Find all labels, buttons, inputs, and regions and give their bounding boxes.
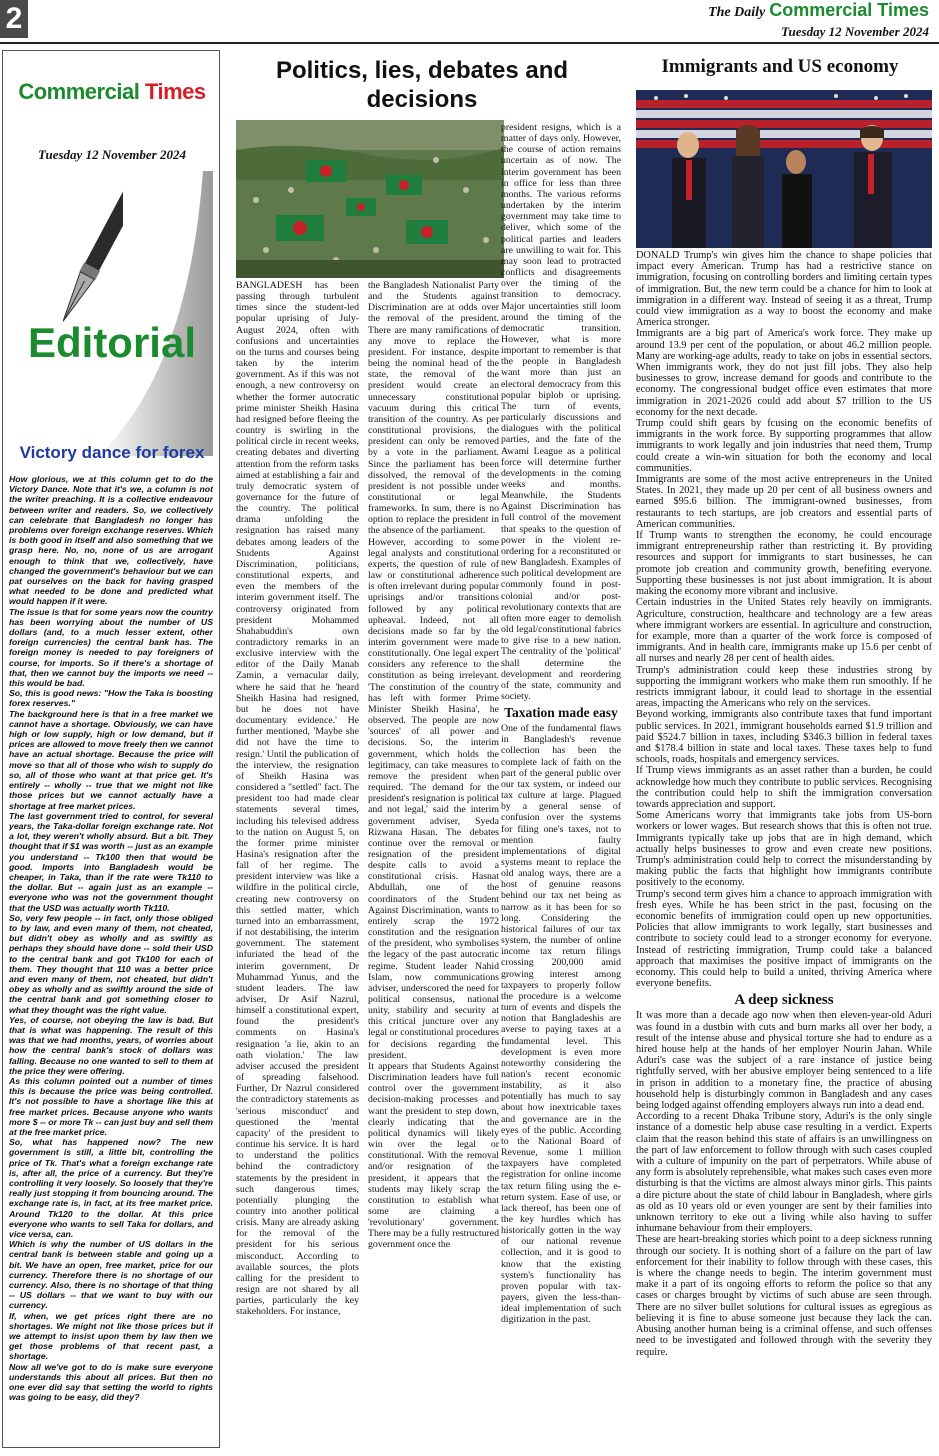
paragraph: Trump's administration could keep these industries strong by supporting the immigrant workers who make them run smoothly. If he restricts immigrant labour, it could lead to shortage in the essential areas, impacting the Americans who rely on the services. bbox=[636, 664, 932, 710]
masthead-daily: The Daily bbox=[708, 5, 766, 20]
paragraph: According to a recent Dhaka Tribune story, Aduri's is the only single instance of a domestic help abuse case resulting in a verdict. Experts claim that the reason behind this state of affairs is an unwillingness on the part of law enforcement to follow through with such cases coupled with a culture of impunity on the part of perpetrators. While abuse of any form is absolutely reprehensible, what makes such cases even more disturbing is that the victims are almost always minor girls. This paints a dire picture about the state of child labour in Bangladesh, where girls as old as 10 years old or even younger are sent by their families into unknown territory to eke out a living while also having to suffer inhumane behaviour from their employers. bbox=[636, 1111, 932, 1235]
paragraph: the Bangladesh Nationalist Party and the Students against Discrimination are at odds over the removal of the president. There are many ramifications of any move to replace the president. For instance, despite being the nominal head of the state, the removal of the president would create an unnecessary constitutional vacuum during this critical transition of the country. As per constitutional provisions, the president can only be removed by a vote in the parliament. Since the parliament has been dissolved, the removal of the president is not possible under constitutional or legal frameworks. In sum, there is no option to replace the president in the absence of the parliament. bbox=[368, 280, 499, 537]
politics-column-2 bbox=[368, 280, 499, 1446]
paragraph: If Trump views immigrants as an asset rather than a burden, he could acknowledge how much they contribute to public services. Recognising the contribution could help to shift the immigration conversation towards appreciation and support. bbox=[636, 765, 932, 810]
paragraph: Immigrants are some of the most active entrepreneurs in the United States. In 2021, they made up 20 per cent of all business owners and earned $95.6 billion. The immigrant-owned businesses, from restaurants to tech startups, are job creators and essential parts of American communities. bbox=[636, 474, 932, 530]
lead-paragraph: DONALD Trump's win gives him the chance to shape policies that impact every American. Trump has had a restrictive stance on immigration, focusing on controlling borders and limiting certain types of immigration. But, the new term could be a chance for him to look at immigration in a different way. Instead of seeing it as a threat, Trump could view immigration as a way to boost the economy and make America stronger. bbox=[636, 250, 932, 329]
taxation-headline: Taxation made easy bbox=[504, 705, 618, 721]
paragraph: How glorious, we at this column get to do the Victory Dance. Note that it's we, a column is not the writer preaching. It is a collective endeavour between writer and readers. So, we collectively can celebrate that Bangladesh no longer has problems over foreign exchange reserves. Which is both good in itself and also something that we grasp here. No, no, none of us are arrogant enough to think that we, collectively, have changed the government's behaviour but we can pat ourselves on the back for having grasped what needed to be done and predicted what would happen if it were. bbox=[9, 474, 213, 607]
immigrants-body bbox=[636, 74, 932, 1446]
paragraph: So, this is good news: "How the Taka is boosting forex reserves." bbox=[9, 688, 213, 709]
paragraph: Which is why the number of US dollars in the central bank is between stable and going up a bit. We have an open, free market, price for our currency. Therefore there is no shortage of our currency. Also, there is no shortage of that thing -- US dollars -- that we want to buy with our currency. bbox=[9, 1239, 213, 1311]
paragraph: Certain industries in the United States rely heavily on immigrants. Agriculture, construction, healthcare and technology are a few areas where immigrant workers are essential. In agriculture and construction, for example, more than a quarter of the work force is composed of immigrants. And in health care, immigrants make up 15.6 per cenbt of all nurses and nearly 28 per cent of health aides. bbox=[636, 597, 932, 665]
masthead-rule bbox=[0, 42, 939, 44]
editorial-body bbox=[9, 474, 213, 1440]
paragraph: However, according to some legal analysts and constitutional experts, the question of rule of law or constitutional adherence is often irrelevant during popular uprisings and/or transitions followed by any political upheaval. Indeed, not all decisions made so far by the interim government were made constitutionally. One legal expert considers any reference to the constitution as being irrelevant. 'The constitution of the country has left with former Prime Minister Sheikh Hasina', he observed. The people are now 'sources' of all power and decisions. So, the interim government, which holds the legitimacy, can take measures to remove the president when required. 'The demand for the president's resignation is political and not legal,' said the interim government adviser, Syeda Rizwana Hasan. The debates continue over the removal or resignation of the president despite calls to avoid a constitutional crisis. Hasnat Abdullah, one of the coordinators of the Student Against Discrimination, wants to entirely scrap the 1972 constitution and the resignation of the president, who symbolises the legacy of the past autocratic regime. Student leader Nahid Islam, now communications adviser, underscored the need for political consensus, national unity, stability and security at this critical juncture over any legal or constitutional procedures for decisions regarding the president. bbox=[368, 536, 499, 1061]
paragraph: Now all we've got to do is make sure everyone understands this about all prices. But then no one ever did say that setting the world to rights was going to be easy, did they? bbox=[9, 1361, 213, 1403]
paragraph: So, very few people -- in fact, only those obliged to by law, and even many of them, not cheated, but didn't obey as wholly and as swiftly as perhaps they should have done -- sold their USD to the central bank and got Tk100 for each of them. They thought that 110 was a better price and even many of them, not cheated, but didn't obey as wholly and as swiftly around the side of the central bank and got something closer to what they thought was the right value. bbox=[9, 912, 213, 1015]
paragraph: It appears that Students Against Discrimination leaders have full control over the government decision-making processes and want the president to step down, clearly indicating that the political dynamics will likely win over the legal or constitutional. With the removal and/or resignation of the president, it appears that the students may likely scrap the constitution to establish what some are claiming a 'revolutionary' government. There may be a fully restructured government once the bbox=[368, 1060, 499, 1251]
paragraph: BANGLADESH has been passing through turbulent times since the student-led popular uprising of July-August 2024, often with confusions and uncertainties on the turns and courses being taken by the interim government. As if this was not enough, a new controversy on whether the former autocratic prime minister Sheikh Hasina had resigned before fleeing the country is swirling in the political circle in recent weeks, creating debates and diverting attention from the reform tasks aimed at establishing a fair and truly democratic system of governance for the future of the country. The political drama unfolding the resignation has raised many debates among leaders of the Students Against Discrimination, politicians, constitutional experts, and even the members of the interim government itself. The controversy originated from president Mohammed Shahabuddin's own contradictory remarks in an exclusive interview with the editor of the Daily Manab Zamin, a vernacular daily, where he said that he 'heard Sheikh Hasina had resigned, but he does not have documentary evidence.' He further mentioned, 'Maybe she did not have the time to resign.' Until the publication of the interview, the resignation of Sheikh Hasina was considered a "settled" fact. The president too had made clear statements several times, including his televised address to the nation on August 5, on the former prime minister Hasina's resignation after the fall of her regime. The president interview was like a wildfire in the political circle, creating new controversy on this settled matter, which turned into an embarrassment, if not destabilising, the interim government. The statement infuriated the head of the interim government, Dr Muhammad Yunus, and the student leaders. The law adviser, Dr Asif Nazrul, himself a constitutional expert, found the president's comments on Hasina's resignation 'a lie, akin to an oath violation.' The law adviser accused the president of spreading falsehood. Further, Dr Nazrul considered the contradictory statements as 'serious misconduct' and questioned the 'mental capacity' of the president to continue his service. It is hard to understand the politics behind the contradictory statements by the president in such dangerous times, potentially plunging the country into another political crisis. Many are already asking for the removal of the president for his serious misconduct. According to available sources, the plots calling for the president to resign are not shared by all parties, particularly the key stakeholders. For instance, bbox=[236, 280, 359, 1318]
politics-column-1 bbox=[236, 280, 359, 1446]
paragraph: If Trump wants to strengthen the economy, he could encourage immigrant entrepreneurship rather than restricting it. By providing resources and support for immigrants to start businesses, he can promote job creation and community growth, benefiting everyone. Supporting these businesses is not just about immigration. It is about making the economy more vibrant and inclusive. bbox=[636, 530, 932, 598]
rally-crowd-photo bbox=[236, 120, 504, 278]
editorial-section-word: Editorial bbox=[27, 319, 197, 366]
masthead-name: Commercial Times bbox=[769, 0, 929, 20]
paragraph: Some Americans worry that immigrants take jobs from US-born workers or lower wages. But research shows that this is often not true. Immigrants typically take up jobs that are in high demand, which actually helps businesses to grow and even create new positions. Trump's administration could help to correct the misunderstanding by making public the facts that highlight how immigrants contribute positively to the economy. bbox=[636, 810, 932, 889]
paragraph: The background here is that in a free market we cannot have a shortage. Obviously, we can have high or low supply, high or low demand, but if prices are allowed to move freely then we cannot have an actual shortage. Because the price will move so that all of those who wish to supply do so, all of those who want at that price get. It's entirely -- wholly -- true that we might not like those prices but we cannot actually have a shortage at free market prices. bbox=[9, 708, 213, 811]
paragraph: The issue is that for some years now the country has been worrying about the number of US dollars (and, to a much lesser extent, other foreign currencies) the central bank has. The foreign money is needed to pay foreigners of course, for imports. So if there's a shortage of that, then we cannot buy the imports we need -- this would be bad. bbox=[9, 606, 213, 689]
paragraph: So, what has happened now? The new government is still, a little bit, controlling the price of Tk. That's what a foreign exchange rate is, after all, the price of a currency. But they're controlling it very loosely. So loosely that they're really just stopping it from bouncing around. The exchange rate is, in fact, at its free market price. Around Tk120 to the dollar. At this price everyone who wants to sell Taka for dollars, and vice versa, can. bbox=[9, 1137, 213, 1240]
logo-commercial: Commercial bbox=[18, 79, 140, 104]
paragraph: It was more than a decade ago now when then eleven-year-old Aduri was found in a dustbin with cuts and burn marks all over her body, a result of the intense abuse and physical torture she had to endure as a hired house help at the hands of her employer Nourin Jahan. While Aduri's case was the subject of a rare instance of justice being rightfully served, with her abusive employer being sentenced to a life in prison in addition to a monetary fine, the practice of abusing household help is disturbingly common in Bangladesh and any cases being lodged against offending employers always run into a dead end. bbox=[636, 1010, 932, 1112]
paragraph: Beyond working, immigrants also contribute taxes that fund important public services. In 2021, immigrant households earned $1.9 trillion and paid $524.7 billion in taxes, including $346.3 billion in federal taxes and $178.4 billion in state and local taxes. These taxes help to fund schools, roads, hospitals and emergency services. bbox=[636, 709, 932, 766]
masthead-date: Tuesday 12 November 2024 bbox=[781, 24, 929, 39]
sickness-headline: A deep sickness bbox=[734, 992, 834, 1009]
editorial-column bbox=[2, 50, 220, 1448]
editorial-logo bbox=[3, 79, 221, 105]
paragraph: Trump's second term gives him a chance to approach immigration with fresh eyes. While he has been strict in the past, focusing on the economic benefits of immigration could open up new opportunities. Policies that allow immigrants to work legally, start businesses and contribute to society could lead to a stronger economy for everyone. Instead of restricting immigration, Trump could take a balanced approach that maximises the positive impact of immigrants on the economy. This could help to build a united, thriving America where everyone benefits. bbox=[636, 888, 932, 990]
masthead-title bbox=[708, 0, 929, 21]
paragraph: Immigrants are a big part of America's work force. They make up around 13.9 per cent of the population, or about 46.2 million people. Many are working-age adults, ready to take on jobs in essential sectors. When immigrants work, they do not just fill jobs. They also help businesses to grow, increase demand for goods and contribute to the economy. The congressional budget office even estimates that more immigration in 2021-2026 could add about $7 trillion to the US economy for the next decade. bbox=[636, 328, 932, 418]
editorial-headline: Victory dance for forex bbox=[19, 443, 205, 462]
paragraph: One of the fundamental flaws in Bangladesh's revenue collection has been the complete lack of faith on the part of the general public over our tax system, or indeed our tax culture at large. Plagued by a general sense of confusion over the systems for filing one's taxes, not to mention faulty implementations of digital systems meant to replace the old analog ways, there are a host of genuine reasons behind our tax net being as narrow as it has been for so long. Considering the historical failures of our tax system, the number of online income tax return filings crossing 200,000 amid growing interest among taxpayers to properly follow the procedure is a welcome turn of events and dispels the notion that Bangladeshis are averse to paying taxes at a fundamental level. This development is even more noteworthy considering the nation's recent economic instability, as it also potentially has much to say about how inextricable taxes and governance are in the eyes of the public. According to the National Board of Revenue, some 1 million taxpayers have completed registration for online income tax return filing using the e-return system. Ease of use, or lack thereof, has been one of the key hurdles which has historically gotten in the way of our national revenue collection, and it is good to know that the existing system's functionality has proven popular with tax-payers, given the less-than-ideal implementation of such digitization in the past. bbox=[501, 723, 621, 1326]
paragraph: Yes, of course, not obeying the law is bad. But that is what was happening. The result of this was that we had months, years, of worries about how the central bank's stock of dollars was falling. Because no one wanted to sell to them at the price they were offering. bbox=[9, 1014, 213, 1076]
logo-times: Times bbox=[144, 79, 206, 104]
paragraph: The last government tried to control, for several years, the Taka-dollar foreign exchange rate. Not a lot, they weren't wholly absurd. But a bit. They thought that if $1 was worth -- just as an example you understand -- Tk100 then that would be good. Imports into Bangladesh would be cheaper, in Taka, than if the rate were Tk110 to the dollar. But -- again just as an example -- everyone who was not the government thought that the USD was actually worth Tk110. bbox=[9, 810, 213, 913]
trump-stage-photo bbox=[636, 90, 932, 248]
politics-column-3 bbox=[501, 122, 621, 1448]
paragraph: president resigns, which is a matter of days only. However, the course of action remains uncertain as of now. The interim government has been in office for less than three months. The various reforms undertaken by the interim government may take time to deliver, which some of the political parties and leaders are unwilling to wait for. This may soon lead to protracted conflicts and disagreements over the timing of the transition to democracy. Major uncertainties still loom around the timing of the democratic transition. However, what is more important to remember is that the people in Bangladesh want more than just an electoral democracy from this popular biplob or uprising. The turn of events, particularly discussions and dialogues with the political parties, and the fate of the Awami League as a political force will determine further developments in the coming weeks and months. Meanwhile, the Students Against Discrimination has full control of the movement that speaks to the question of power in the violent re-ordering for a reconstituted or new Bangladesh. Examples of such political development are commonly found in post-colonial and/or post-revolutionary contexts that are often more eager to demolish old legal/constitutional fabrics to give rise to a new nation. The centrality of the 'political' shall determine the development and reordering of the state, community and society. bbox=[501, 122, 621, 702]
page-number: 2 bbox=[0, 0, 28, 38]
politics-headline: Politics, lies, debates and decisions bbox=[275, 57, 569, 113]
paragraph: As this column pointed out a number of times this is because the price was being controlled. It's not possible to have a shortage like this at free market prices. Because anyone who wants more $ -- or more Tk -- can just buy and sell them at the free market price. bbox=[9, 1075, 213, 1137]
paragraph: Trump could shift gears by fcusing on the economic benefits of immigrants in the work force. By supporting programmes that allow immigrants to work legally and join industries that need them, Trump could create a win-win situation for both the economy and local communities. bbox=[636, 418, 932, 474]
paragraph: These are heart-breaking stories which point to a deep sickness running through our society. It is nothing short of a failure on the part of law enforcement for their inability to follow through with these cases, this is where the change needs to begin. The interim government must make it a part of its ongoing efforts to reform the police so that any cases or charges brought by victims of such abuse are seen through. There are no silver bullet solutions for cultural issues as egregious as believing it is fine to abuse someone just because they lack the can. Abusing another human being is a criminal offense, and such offenses need to be investigated and followed through with the severity they require. bbox=[636, 1234, 932, 1358]
immigrants-headline: Immigrants and US economy bbox=[661, 56, 899, 77]
paragraph: If, when, we get prices right there are no shortages. We might not like those prices but if we attempt to insist upon them by law then we get those problems of that recent past, a shortage. bbox=[9, 1310, 213, 1362]
editorial-date: Tuesday 12 November 2024 bbox=[38, 147, 186, 162]
